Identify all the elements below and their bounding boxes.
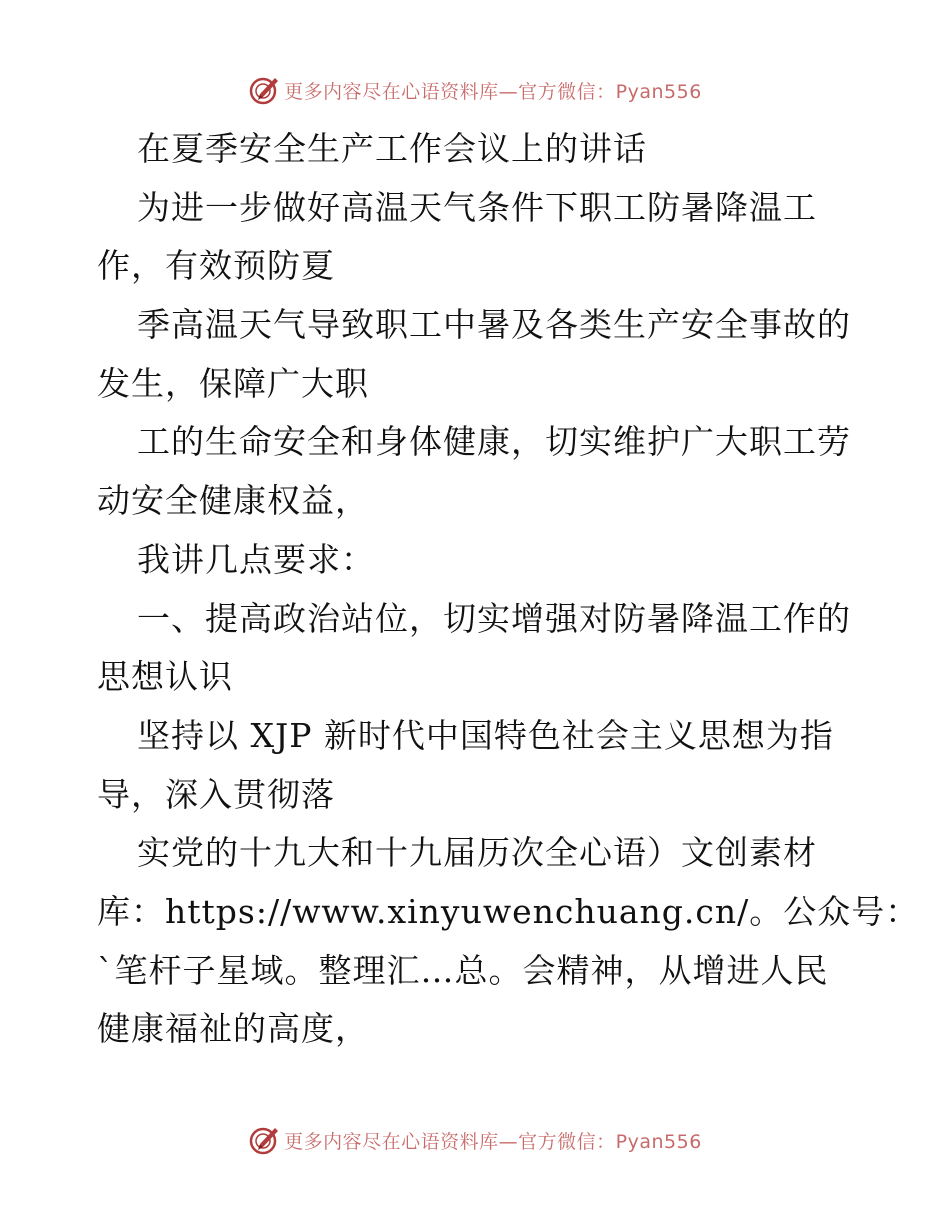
paragraph-line: 工的生命安全和身体健康，切实维护广大职工劳 <box>137 422 851 462</box>
footer-watermark-group <box>248 1124 702 1156</box>
paragraph-line: 为进一步做好高温天气条件下职工防暑降温工 <box>137 187 817 227</box>
footer-watermark-text: 更多内容尽在心语资料库—官方微信：Pyan556 <box>284 1130 702 1153</box>
paragraph-line: 坚持以 XJP 新时代中国特色社会主义思想为指 <box>137 715 834 755</box>
paragraph-line: 导，深入贯彻落 <box>97 774 335 814</box>
header-watermark-banner <box>0 70 950 110</box>
paragraph-line: 季高温天气导致职工中暑及各类生产安全事故的 <box>137 305 851 345</box>
pen-logo-icon <box>248 74 280 106</box>
document-title: 在夏季安全生产工作会议上的讲话 <box>137 129 647 168</box>
paragraph-line: 健康福祉的高度， <box>97 1009 369 1049</box>
section-heading-line: 思想认识 <box>97 657 233 697</box>
paragraph-line: 动安全健康权益， <box>97 481 369 521</box>
paragraph-line: 作，有效预防夏 <box>97 246 335 286</box>
header-watermark-group <box>248 74 702 106</box>
paragraph-line: `笔杆子星域。整理汇…总。会精神，从增进人民 <box>97 950 829 990</box>
paragraph-line: 我讲几点要求： <box>137 539 375 579</box>
pen-logo-icon <box>248 1124 280 1156</box>
paragraph-line: 发生，保障广大职 <box>97 363 369 403</box>
document-body <box>97 120 920 1059</box>
footer-watermark-banner <box>0 1120 950 1160</box>
section-heading-line: 一、提高政治站位，切实增强对防暑降温工作的 <box>137 598 851 638</box>
paragraph-line-url: 库：https://www.xinyuwenchuang.cn/。公众号： <box>97 891 920 931</box>
header-watermark-text: 更多内容尽在心语资料库—官方微信：Pyan556 <box>284 80 702 103</box>
paragraph-line: 实党的十九大和十九届历次全心语）文创素材 <box>137 833 817 873</box>
